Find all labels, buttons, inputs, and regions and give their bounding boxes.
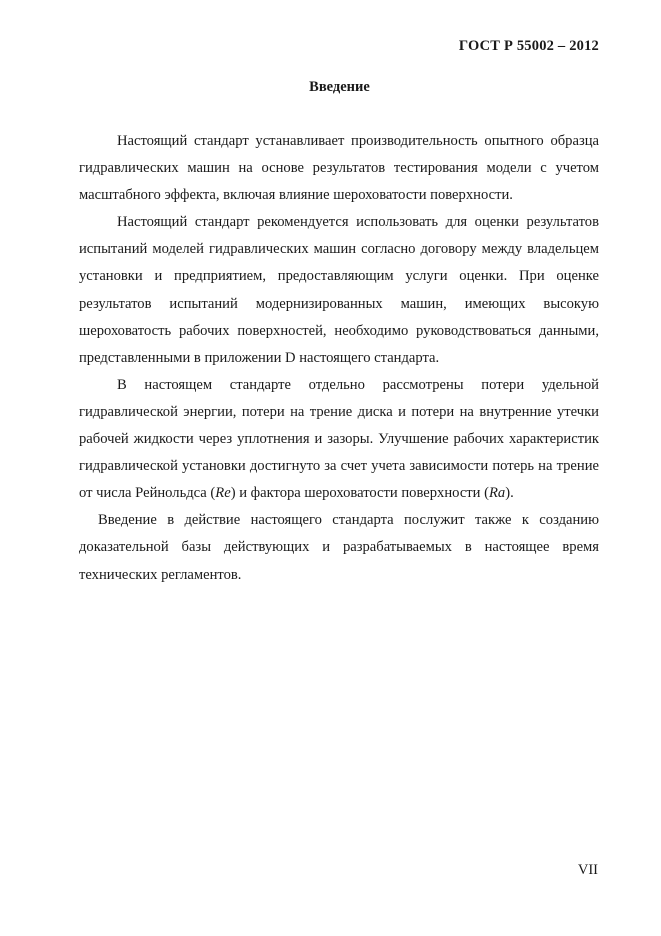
section-title: Введение [309,79,370,95]
document-header: ГОСТ Р 55002 – 2012 [458,38,599,54]
paragraph-3: В настоящем стандарте отдельно рассмотрены потери удельной гидравлической энергии, потери на трение диска и потери на внутренние утечки рабочей жидкости через уплотнения и зазоры. Улучшение рабочих характеристик гидравлической установки достигнуто за счет учета зависимости потерь на трение от числа Рейнольдса (Re) и фактора шероховатости поверхности (Ra). [79,376,599,502]
page-number: VII [577,862,598,878]
paragraph-4: Введение в действие настоящего стандарта послужит также к созданию доказательной базы действующих и разрабатываемых в настоящее время технических регламентов. [79,512,599,583]
body-text [79,128,599,589]
paragraph-1: Настоящий стандарт устанавливает производительность опытного образца гидравлических машин на основе результатов тестирования модели с учетом масштабного эффекта, включая влияние шероховатости поверхности. [79,133,599,204]
paragraph-2: Настоящий стандарт рекомендуется использовать для оценки результатов испытаний моделей гидравлических машин согласно договору между владельцем установки и предприятием, предоставляющим услуги оценки. При оценке результатов испытаний модернизированных машин, имеющих высокую шероховатость рабочих поверхностей, необходимо руководствоваться данными, представленными в приложении D настоящего стандарта. [79,214,599,366]
